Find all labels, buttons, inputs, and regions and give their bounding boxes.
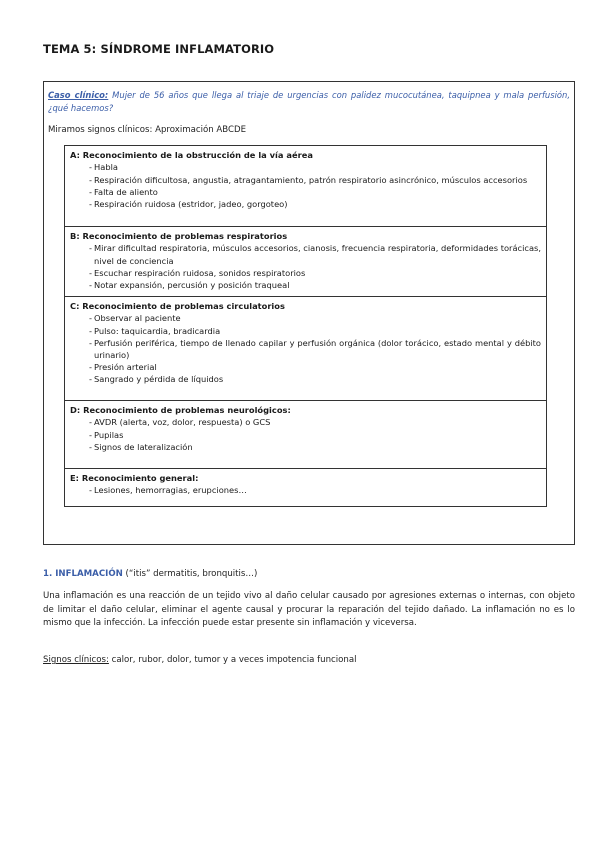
list-item: - Pupilas: [70, 429, 541, 441]
case-text: Mujer de 56 años que llega al triaje de urgencias con palidez mucocutánea, taquipnea y mala perfusión, ¿qué hacemos?: [48, 90, 571, 113]
item-list: [70, 242, 541, 291]
section-heading-title: 1. INFLAMACIÓN: [43, 569, 123, 579]
section-heading-suffix: (“itis” dermatitis, bronquitis…): [122, 569, 258, 579]
definition-paragraph: Una inflamación es una reacción de un tejido vivo al daño celular causado por agresiones externas o internas, con objeto de limitar el daño celular, eliminar el agente causal y procurar la reparación del tejido dañado. La inflamación no es lo mismo que la infección. La infección puede estar presente sin inflamación y viceversa.: [43, 591, 575, 629]
item-list: [70, 416, 541, 453]
case-label: Caso clínico:: [48, 90, 109, 100]
item-list: [70, 161, 541, 210]
section-title: B: Reconocimiento de problemas respiratorios: [70, 231, 288, 241]
clinical-case-box: [43, 81, 575, 545]
list-item: - Signos de lateralización: [70, 441, 541, 453]
abcde-table: [64, 145, 547, 507]
list-item: - Presión arterial: [70, 361, 541, 373]
item-list: [70, 312, 541, 385]
clinical-signs: [43, 655, 357, 665]
section-d-neurological: [65, 401, 546, 469]
list-item: - AVDR (alerta, voz, dolor, respuesta) o GCS: [70, 416, 541, 428]
signs-intro: Miramos signos clínicos: Aproximación ABCDE: [48, 125, 247, 135]
section-title: E: Reconocimiento general:: [70, 473, 199, 483]
list-item: - Mirar dificultad respiratoria, músculos accesorios, cianosis, frecuencia respiratoria, deformidades torácicas, nivel de conciencia: [70, 242, 541, 266]
list-item: - Pulso: taquicardia, bradicardia: [70, 325, 541, 337]
clinical-signs-text: calor, rubor, dolor, tumor y a veces impotencia funcional: [108, 655, 357, 665]
list-item: - Perfusión periférica, tiempo de llenado capilar y perfusión orgánica (dolor torácico, estado mental y débito urinario): [70, 337, 541, 361]
list-item: - Habla: [70, 161, 541, 173]
list-item: - Lesiones, hemorragias, erupciones…: [70, 484, 541, 496]
section-c-circulation: [65, 297, 546, 401]
section-title: D: Reconocimiento de problemas neurológicos:: [70, 405, 291, 415]
section-title: C: Reconocimiento de problemas circulatorios: [70, 301, 285, 311]
list-item: - Notar expansión, percusión y posición traqueal: [70, 279, 541, 291]
list-item: - Sangrado y pérdida de líquidos: [70, 373, 541, 385]
case-description: [48, 89, 570, 114]
list-item: - Respiración ruidosa (estridor, jadeo, gorgoteo): [70, 198, 541, 210]
section-a-airway: [65, 146, 546, 227]
section-title: A: Reconocimiento de la obstrucción de la vía aérea: [70, 150, 313, 160]
section-e-exposure: [65, 469, 546, 506]
list-item: - Observar al paciente: [70, 312, 541, 324]
section-b-breathing: [65, 227, 546, 297]
clinical-signs-label: Signos clínicos:: [43, 655, 109, 665]
page-title: TEMA 5: SÍNDROME INFLAMATORIO: [43, 42, 275, 56]
list-item: - Respiración dificultosa, angustia, atragantamiento, patrón respiratorio asincrónico, músculos accesorios: [70, 174, 541, 186]
list-item: - Falta de aliento: [70, 186, 541, 198]
list-item: - Escuchar respiración ruidosa, sonidos respiratorios: [70, 267, 541, 279]
item-list: [70, 484, 541, 496]
section-heading: [43, 569, 257, 579]
